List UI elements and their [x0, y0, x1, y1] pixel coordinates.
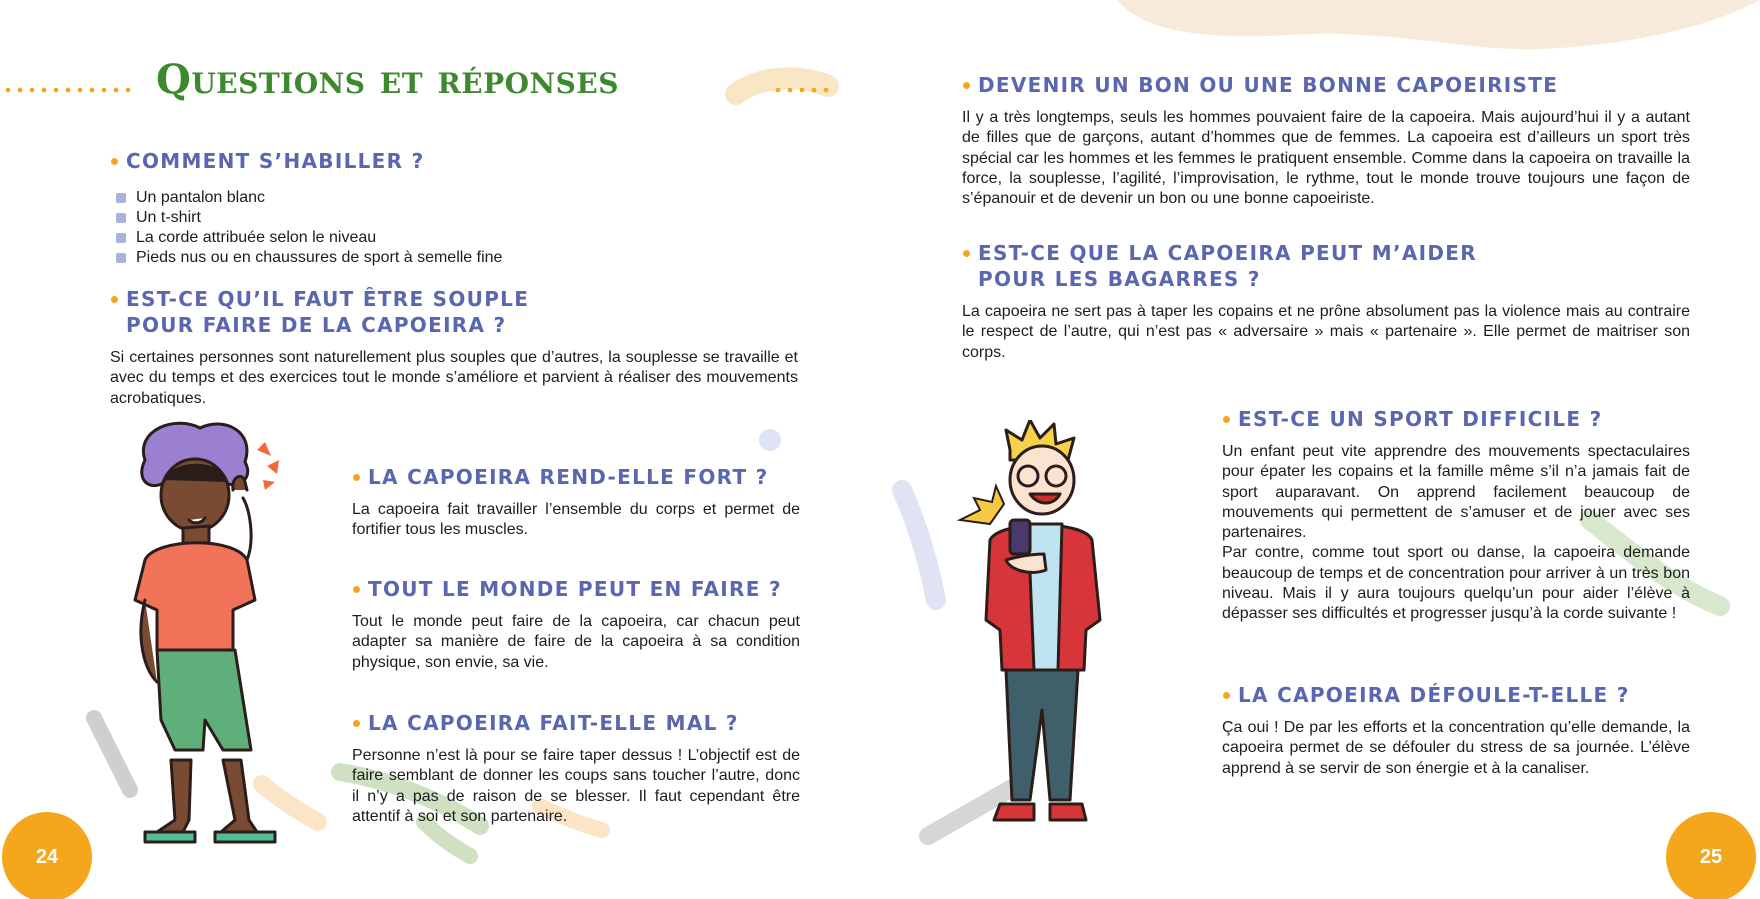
beige-brush-title — [736, 78, 828, 94]
grey-stroke-left — [94, 718, 130, 790]
paragraph-difficile-2: Par contre, comme tout sport ou danse, la capoeira demande beaucoup de temps et de concentration pour arriver à un très bon niveau. Mais il y aura toujours quelqu’un pour aider l’élève à dépasser ses difficultés et progresser jusqu’à la corde suivante ! — [1222, 544, 1690, 623]
heading-line: POUR FAIRE DE LA CAPOEIRA ? — [126, 313, 507, 337]
section-defoule — [1222, 682, 1690, 779]
section-habiller — [110, 148, 810, 268]
boy-illustration — [950, 420, 1130, 860]
clothing-list — [110, 188, 810, 268]
paragraph-monde: Tout le monde peut faire de la capoeira, car chacun peut adapter sa manière de faire de la capoeira à sa condition physique, son envie, sa vie. — [352, 613, 800, 671]
heading-line: POUR LES BAGARRES ? — [978, 267, 1261, 291]
girl-illustration — [105, 420, 305, 860]
section-monde — [352, 576, 800, 673]
paragraph-bagarres: La capoeira ne sert pas à taper les copains et ne prône absolument pas la violence mais au contraire le respect de l’autre, qui n’est pas « adversaire » mais « partenaire ». Elle permet de maitriser son corps. — [962, 303, 1690, 361]
section-fort — [352, 464, 800, 541]
paragraph-defoule: Ça oui ! De par les efforts et la concentration qu’elle demande, la capoeira permet de se défouler du stress de sa journée. L’élève apprend à se servir de son énergie et à la canaliser. — [1222, 719, 1690, 777]
paragraph-devenir: Il y a très longtemps, seuls les hommes pouvaient faire de la capoeira. Mais aujourd’hui il y a autant de filles que de garçons, autant d’hommes que de femmes. La capoeira est d’ailleurs un sport très spécial car les hommes et les femmes le pratiquent ensemble. Comme dans la capoeira on travaille la force, la souplesse, l’agilité, l’improvisation, le rythme, tout le monde trouve toujours une façon de s’épanouir et de devenir un bon ou une bonne capoeiriste. — [962, 109, 1690, 208]
heading-line: EST-CE QUE LA CAPOEIRA PEUT M’AIDER — [978, 241, 1477, 265]
paragraph-mal: Personne n’est là pour se faire taper dessus ! L’objectif est de faire semblant de donner les coups sans toucher l’autre, donc il n’y a pas de raison de se blesser. Il faut cependant être attentif à soi et son partenaire. — [352, 747, 800, 825]
heading-habiller: COMMENT S’HABILLER ? — [110, 148, 810, 174]
orange-dots-right — [776, 88, 829, 93]
section-mal — [352, 710, 800, 827]
section-devenir — [962, 72, 1690, 209]
section-difficile — [1222, 406, 1690, 625]
heading-devenir: DEVENIR UN BON OU UNE BONNE CAPOEIRISTE — [962, 72, 1690, 98]
page-number-left: 24 — [2, 812, 92, 899]
heading-line: EST-CE QU’IL FAUT ÊTRE SOUPLE — [126, 287, 530, 311]
page-number-right: 25 — [1666, 812, 1756, 899]
paragraph-difficile-1: Un enfant peut vite apprendre des mouvements spectaculaires pour épater les copains et la famille même s’il n’a jamais fait de sport auparavant. On apprend facilement beaucoup de mouvements qui permettent de s’amuser et de jouer avec ses partenaires. — [1222, 443, 1690, 542]
paragraph-souple: Si certaines personnes sont naturellement plus souples que d’autres, la souplesse se travaille et avec du temps et des exercices tout le monde s’améliore et parvient à réaliser des mouvements acrobatiques. — [110, 349, 798, 407]
beige-blob-top-right — [1118, 0, 1760, 49]
spark-shape — [960, 486, 1004, 524]
heading-fort: LA CAPOEIRA REND-ELLE FORT ? — [352, 464, 800, 490]
heading-monde: TOUT LE MONDE PEUT EN FAIRE ? — [352, 576, 800, 602]
orange-dots-left — [6, 88, 131, 93]
blue-stroke-right — [902, 490, 936, 600]
beige-stroke-left — [262, 784, 318, 822]
blue-dot — [759, 429, 781, 451]
list-item: Pieds nus ou en chaussures de sport à semelle fine — [110, 248, 810, 268]
heading-souple — [110, 286, 798, 338]
page-title: Questions et réponses — [156, 56, 619, 103]
grey-stroke-right — [928, 788, 1012, 836]
heading-bagarres — [962, 240, 1690, 292]
list-item: Un t-shirt — [110, 208, 810, 228]
heading-difficile: EST-CE UN SPORT DIFFICILE ? — [1222, 406, 1690, 432]
heading-mal: LA CAPOEIRA FAIT-ELLE MAL ? — [352, 710, 800, 736]
section-bagarres — [962, 240, 1690, 363]
list-item: La corde attribuée selon le niveau — [110, 228, 810, 248]
paragraph-fort: La capoeira fait travailler l’ensemble du corps et permet de fortifier tous les muscles. — [352, 501, 800, 539]
heading-defoule: LA CAPOEIRA DÉFOULE-T-ELLE ? — [1222, 682, 1690, 708]
section-souple — [110, 286, 798, 409]
list-item: Un pantalon blanc — [110, 188, 810, 208]
